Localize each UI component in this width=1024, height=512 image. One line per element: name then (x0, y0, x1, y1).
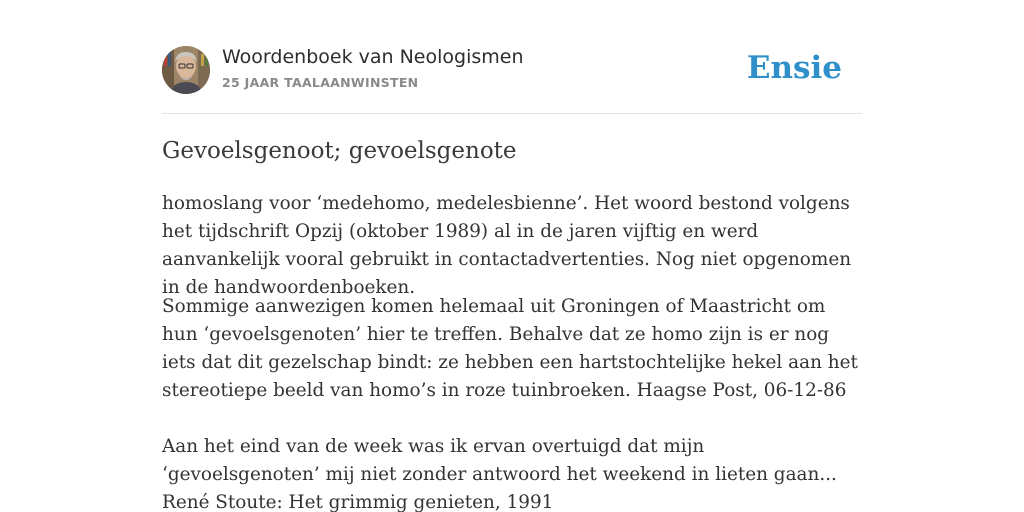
author-avatar[interactable] (162, 46, 210, 94)
entry-title: Gevoelsgenoot; gevoelsgenote (162, 138, 517, 164)
site-subtitle: 25 JAAR TAALAANWINSTEN (222, 75, 419, 90)
site-title[interactable]: Woordenboek van Neologismen (222, 46, 524, 68)
entry-definition: homoslang voor ‘medehomo, medelesbienne’. Het woord bestond volgens het tijdschrift Opzij (oktober 1989) al in de jaren vijftig en werd aanvankelijk vooral gebruikt in contactadvertenties. Nog niet opgenomen in de handwoordenboeken. (162, 193, 852, 298)
site-header (162, 46, 862, 96)
citation-quote: Aan het eind van de week was ik ervan overtuigd dat mijn ‘gevoelsgenoten’ mij niet zonder antwoord het weekend in lieten gaan... René Stoute: Het grimmig genieten, 1991 (162, 436, 837, 512)
header-divider (162, 113, 862, 114)
citation-quote: Sommige aanwezigen komen helemaal uit Groningen of Maastricht om hun ‘gevoelsgenoten’ hier te treffen. Behalve dat ze homo zijn is er nog iets dat dit gezelschap bindt: ze hebben een hartstochtelijke hekel aan het stereotiepe beeld van homo’s in roze tuinbroeken. Haagse Post, 06-12-86 (162, 296, 858, 401)
brand-logo-link[interactable]: Ensie (746, 50, 842, 86)
avatar-portrait-icon (162, 46, 210, 94)
